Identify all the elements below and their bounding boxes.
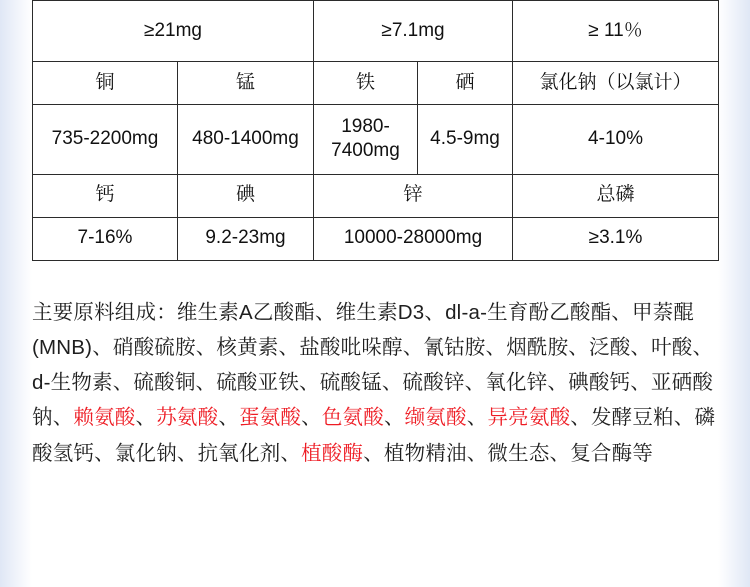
table-cell-header: 钙: [33, 174, 178, 217]
ingredient-text: 、发酵豆粕、磷酸氢钙、氯化钠、抗氧化剂、: [32, 406, 716, 465]
table-cell-header: 铁: [314, 62, 418, 105]
table-cell-value: ≥3.1%: [513, 217, 719, 260]
table-cell-value: 7-16%: [33, 217, 178, 260]
ingredient-highlighted: 异亮氨酸: [487, 406, 571, 430]
ingredient-text: 、: [301, 406, 322, 430]
ingredient-highlighted: 植酸酶: [301, 441, 364, 465]
table-cell-value: 1980-7400mg: [314, 105, 418, 175]
table-row: [33, 1, 719, 62]
table-cell-value: 480-1400mg: [178, 105, 314, 175]
main-ingredients-label: 主要原料组成：: [32, 300, 177, 324]
ingredient-highlighted: 蛋氨酸: [239, 406, 302, 430]
ingredient-text: 、: [466, 406, 488, 430]
table-cell-header: 硒: [418, 62, 513, 105]
table-cell-header: 锰: [178, 62, 314, 105]
main-ingredients-paragraph: [32, 295, 718, 471]
ingredient-text: 、: [218, 406, 240, 430]
ingredient-highlighted: 缬氨酸: [404, 406, 467, 430]
table-cell-header: 碘: [178, 174, 314, 217]
ingredient-highlighted: 苏氨酸: [156, 406, 219, 430]
ingredient-text: 、: [135, 406, 157, 430]
table-cell-header: 锌: [314, 174, 513, 217]
ingredient-highlighted: 赖氨酸: [73, 406, 136, 430]
table-cell-value: 4.5-9mg: [418, 105, 513, 175]
table-cell-header: 总磷: [513, 174, 719, 217]
table-cell-header: 氯化钠（以氯计）: [513, 62, 719, 105]
table-row: [33, 105, 719, 175]
main-ingredients-text: [32, 301, 715, 465]
table-cell-value: 4-10%: [513, 105, 719, 175]
table-cell-value: 9.2-23mg: [178, 217, 314, 260]
ingredient-text: 、: [383, 406, 405, 430]
table-row: [33, 174, 719, 217]
table-cell-value: ≥7.1mg: [314, 1, 513, 62]
table-cell-value: 735-2200mg: [33, 105, 178, 175]
ingredient-text: 维生素A乙酸酯、维生素D3、dl-a-生育酚乙酸酯、甲萘醌(MNB)、硝酸硫胺、核黄素、盐酸吡哚醇、氰钴胺、烟酰胺、泛酸、叶酸、d-生物素、硫酸铜、硫酸亚铁、硫酸锰、硫酸锌、氧化锌、碘酸钙、亚硒酸钠、: [32, 300, 714, 430]
table-cell-value: ≥ 11％: [513, 1, 719, 62]
table-row: [33, 217, 719, 260]
ingredient-highlighted: 色氨酸: [321, 406, 384, 430]
table-cell-value: 10000-28000mg: [314, 217, 513, 260]
ingredient-text: 、植物精油、微生态、复合酶等: [363, 441, 654, 465]
table-row: [33, 62, 719, 105]
table-cell-header: 铜: [33, 62, 178, 105]
table-body: [33, 1, 719, 261]
nutrient-composition-table: [32, 0, 719, 261]
table-cell-value: ≥21mg: [33, 1, 314, 62]
